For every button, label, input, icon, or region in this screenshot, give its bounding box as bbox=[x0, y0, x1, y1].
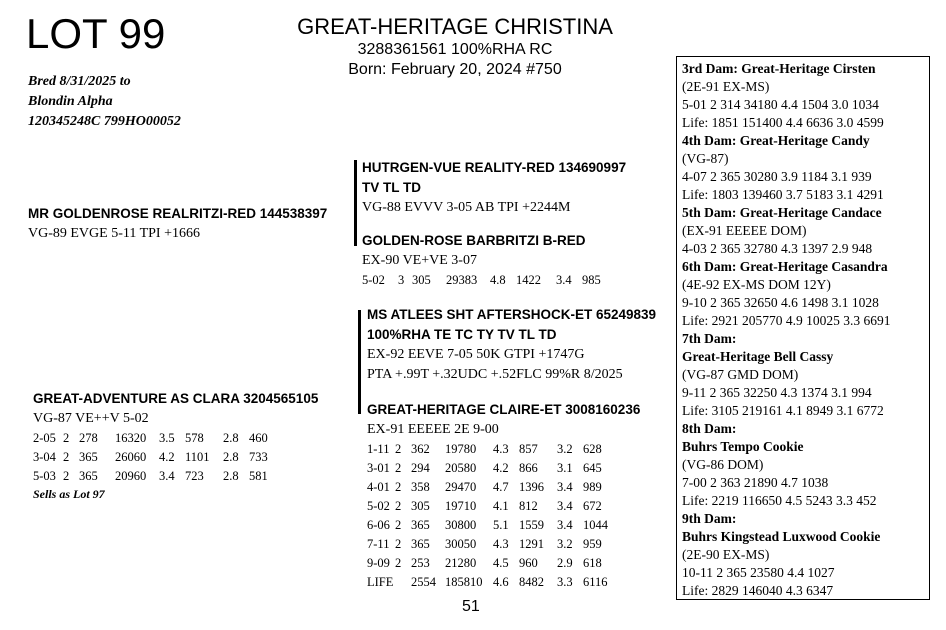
ancestor-dam-detail: Life: 2219 116650 4.5 5243 3.3 452 bbox=[682, 493, 877, 508]
dam-dam-record-cell: 4.5 bbox=[493, 556, 509, 570]
ancestor-dam-detail: (VG-87) bbox=[682, 151, 729, 166]
dam-dam-record-cell: 9-09 bbox=[367, 556, 390, 570]
bred-line-2: Blondin Alpha bbox=[28, 94, 113, 109]
ancestor-dams-box bbox=[676, 56, 930, 600]
sire-block bbox=[28, 204, 327, 244]
animal-birth: Born: February 20, 2024 #750 bbox=[348, 61, 562, 78]
dam-info: VG-87 VE++V 5-02 bbox=[33, 411, 149, 426]
ancestor-dam-detail: (VG-86 DOM) bbox=[682, 457, 764, 472]
dam-dam-record-cell: 989 bbox=[583, 480, 602, 494]
dam-dam-record-cell: 3.2 bbox=[557, 442, 573, 456]
dam-dam-record-cell: 365 bbox=[411, 537, 430, 551]
ancestor-dam-heading: 8th Dam: bbox=[682, 421, 737, 436]
dam-record-cell: 2.8 bbox=[223, 469, 239, 483]
dam-dam-record-cell: 2 bbox=[395, 537, 402, 551]
dam-record-cell: 4.2 bbox=[159, 450, 175, 464]
ancestor-dam-heading: 3rd Dam: Great-Heritage Cirsten bbox=[682, 61, 876, 76]
animal-header bbox=[260, 14, 650, 80]
dam-dam-record-cell: 4-01 bbox=[367, 480, 390, 494]
dam-sire-block bbox=[367, 305, 656, 385]
dam-record-cell: 733 bbox=[249, 450, 268, 464]
ancestor-dam-heading: Buhrs Tempo Cookie bbox=[682, 439, 804, 454]
dam-dam-record-cell: 959 bbox=[583, 537, 602, 551]
dam-dam-record-cell: 362 bbox=[411, 442, 430, 456]
dam-record-cell: 2.8 bbox=[223, 450, 239, 464]
ancestor-dam-heading: 4th Dam: Great-Heritage Candy bbox=[682, 133, 870, 148]
dam-dam-record-cell bbox=[395, 573, 411, 592]
dam-dam-record-cell: 2 bbox=[395, 442, 402, 456]
dam-record-cell: 2.8 bbox=[223, 431, 239, 445]
ancestor-dam-detail: Life: 2829 146040 4.3 6347 bbox=[682, 583, 834, 598]
dam-dam-record-cell: 2 bbox=[395, 480, 402, 494]
dam-note: Sells as Lot 97 bbox=[33, 487, 105, 501]
table-row bbox=[367, 554, 615, 573]
dam-dam-record-cell: 3.1 bbox=[557, 461, 573, 475]
ancestor-dam-detail: 9-11 2 365 32250 4.3 1374 3.1 994 bbox=[682, 385, 872, 400]
dam-record-cell: 2 bbox=[63, 469, 70, 483]
dam-sire-info-1: EX-92 EEVE 7-05 50K GTPI +1747G bbox=[367, 347, 585, 362]
dam-dam-record-cell: 2554 bbox=[411, 575, 436, 589]
dam-dam-record-cell: 2 bbox=[395, 556, 402, 570]
table-row bbox=[33, 448, 279, 467]
dam-dam-record-cell: 358 bbox=[411, 480, 430, 494]
sire-sire-block bbox=[362, 158, 626, 218]
ancestor-dam-heading: 7th Dam: bbox=[682, 331, 737, 346]
bred-line-1: Bred 8/31/2025 to bbox=[28, 74, 131, 89]
ancestor-dam-detail: (2E-91 EX-MS) bbox=[682, 79, 770, 94]
dam-dam-record-cell: 1396 bbox=[519, 480, 544, 494]
ancestor-dam-detail: Life: 3105 219161 4.1 8949 3.1 6772 bbox=[682, 403, 884, 418]
table-row bbox=[367, 440, 615, 459]
dam-dam-record-cell: 3.4 bbox=[557, 518, 573, 532]
dam-dam-record-cell: 6-06 bbox=[367, 518, 390, 532]
dam-dam-record-cell: LIFE bbox=[367, 575, 394, 589]
table-row bbox=[367, 516, 615, 535]
dam-dam-record-cell: 2 bbox=[395, 499, 402, 513]
ancestor-dam-detail: 5-01 2 314 34180 4.4 1504 3.0 1034 bbox=[682, 97, 879, 112]
dam-record-cell: 2 bbox=[63, 431, 70, 445]
dam-dam-record-cell: 960 bbox=[519, 556, 538, 570]
dam-dam-record-cell: 30800 bbox=[445, 518, 477, 532]
dam-dam-record-cell: 8482 bbox=[519, 575, 544, 589]
table-row bbox=[367, 535, 615, 554]
ancestor-dam-detail: 9-10 2 365 32650 4.6 1498 3.1 1028 bbox=[682, 295, 879, 310]
dam-dam-record-cell: 4.3 bbox=[493, 442, 509, 456]
dam-record-cell: 2 bbox=[63, 450, 70, 464]
dam-record-cell: 1101 bbox=[185, 450, 210, 464]
dam-record-cell: 578 bbox=[185, 431, 204, 445]
dam-dam-record-cell: 866 bbox=[519, 461, 538, 475]
dam-sire-name: MS ATLEES SHT AFTERSHOCK-ET 65249839 bbox=[367, 307, 657, 322]
sire-sire-name: HUTRGEN-VUE REALITY-RED 134690997 bbox=[362, 160, 627, 175]
ancestor-dam-heading: 6th Dam: Great-Heritage Casandra bbox=[682, 259, 888, 274]
dam-dam-record-cell: 185810 bbox=[445, 575, 483, 589]
dam-record-cell: 5-03 bbox=[33, 469, 56, 483]
pedigree-bracket-dam bbox=[358, 310, 361, 414]
dam-record-cell: 3.4 bbox=[159, 469, 175, 483]
dam-dam-record-cell: 2 bbox=[395, 461, 402, 475]
dam-dam-record-cell: 1291 bbox=[519, 537, 544, 551]
dam-dam-record-cell: 19780 bbox=[445, 442, 477, 456]
dam-dam-record-cell: 672 bbox=[583, 499, 602, 513]
dam-dam-record-cell: 4.1 bbox=[493, 499, 509, 513]
dam-dam-record-cell: 4.6 bbox=[493, 575, 509, 589]
dam-dam-records bbox=[367, 440, 615, 592]
dam-record-cell: 2-05 bbox=[33, 431, 56, 445]
dam-dam-record-cell: 305 bbox=[411, 499, 430, 513]
table-row bbox=[33, 467, 279, 486]
dam-dam-record-cell: 645 bbox=[583, 461, 602, 475]
ancestor-dam-detail: (2E-90 EX-MS) bbox=[682, 547, 770, 562]
sire-dam-block bbox=[362, 231, 612, 290]
dam-dam-record-cell: 3.4 bbox=[557, 499, 573, 513]
dam-record-cell: 365 bbox=[79, 469, 98, 483]
ancestor-dam-heading: Great-Heritage Bell Cassy bbox=[682, 349, 834, 364]
page-number: 51 bbox=[462, 598, 480, 615]
ancestor-dam-detail: 4-07 2 365 30280 3.9 1184 3.1 939 bbox=[682, 169, 872, 184]
sire-dam-record bbox=[362, 271, 612, 290]
dam-dam-record-cell: 2.9 bbox=[557, 556, 573, 570]
ancestor-dam-detail: Life: 1803 139460 3.7 5183 3.1 4291 bbox=[682, 187, 884, 202]
dam-dam-record-cell: 253 bbox=[411, 556, 430, 570]
dam-dam-record-cell: 30050 bbox=[445, 537, 477, 551]
dam-dam-record-cell: 1559 bbox=[519, 518, 544, 532]
dam-block bbox=[33, 389, 318, 502]
sire-sire-codes: TV TL TD bbox=[362, 180, 421, 195]
dam-dam-record-cell: 5.1 bbox=[493, 518, 509, 532]
table-row bbox=[33, 429, 279, 448]
dam-sire-info-2: PTA +.99T +.32UDC +.52FLC 99%R 8/2025 bbox=[367, 367, 623, 382]
sire-name: MR GOLDENROSE REALRITZI-RED 144538397 bbox=[28, 206, 328, 221]
dam-dam-block bbox=[367, 400, 640, 592]
sire-dam-record-cell: 29383 bbox=[446, 273, 478, 287]
dam-sire-codes: 100%RHA TE TC TY TV TL TD bbox=[367, 327, 557, 342]
sire-dam-record-cell: 985 bbox=[582, 273, 601, 287]
dam-name: GREAT-ADVENTURE AS CLARA 3204565105 bbox=[33, 391, 319, 406]
sire-info: VG-89 EVGE 5-11 TPI +1666 bbox=[28, 226, 200, 241]
ancestor-dam-detail: 7-00 2 363 21890 4.7 1038 bbox=[682, 475, 829, 490]
bred-info bbox=[28, 72, 181, 132]
dam-record-cell: 26060 bbox=[115, 450, 147, 464]
dam-dam-record-cell: 812 bbox=[519, 499, 538, 513]
sire-dam-record-cell: 3 bbox=[398, 273, 405, 287]
dam-dam-record-cell: 3.2 bbox=[557, 537, 573, 551]
ancestor-dam-detail: (4E-92 EX-MS DOM 12Y) bbox=[682, 277, 831, 292]
animal-registration: 3288361561 100%RHA RC bbox=[357, 41, 553, 58]
ancestor-dam-detail: (VG-87 GMD DOM) bbox=[682, 367, 799, 382]
ancestor-dam-heading: Buhrs Kingstead Luxwood Cookie bbox=[682, 529, 881, 544]
dam-dam-record-cell: 7-11 bbox=[367, 537, 390, 551]
ancestor-dam-heading: 5th Dam: Great-Heritage Candace bbox=[682, 205, 882, 220]
sire-dam-name: GOLDEN-ROSE BARBRITZI B-RED bbox=[362, 233, 586, 248]
dam-dam-record-cell: 5-02 bbox=[367, 499, 390, 513]
dam-dam-record-cell: 19710 bbox=[445, 499, 477, 513]
dam-record-cell: 16320 bbox=[115, 431, 147, 445]
dam-dam-record-cell: 3.3 bbox=[557, 575, 573, 589]
dam-dam-record-cell: 618 bbox=[583, 556, 602, 570]
dam-dam-info: EX-91 EEEEE 2E 9-00 bbox=[367, 422, 499, 437]
dam-record-cell: 460 bbox=[249, 431, 268, 445]
dam-dam-record-cell: 365 bbox=[411, 518, 430, 532]
table-row bbox=[367, 478, 615, 497]
dam-dam-record-cell: 21280 bbox=[445, 556, 477, 570]
table-row bbox=[367, 459, 615, 478]
table-row bbox=[367, 573, 615, 592]
dam-dam-record-cell: 29470 bbox=[445, 480, 477, 494]
dam-record-cell: 3-04 bbox=[33, 450, 56, 464]
dam-dam-record-cell: 20580 bbox=[445, 461, 477, 475]
ancestor-dam-detail: 4-03 2 365 32780 4.3 1397 2.9 948 bbox=[682, 241, 873, 256]
dam-dam-record-cell: 4.2 bbox=[493, 461, 509, 475]
ancestor-dam-detail: Life: 2921 205770 4.9 10025 3.3 6691 bbox=[682, 313, 891, 328]
pedigree-bracket-sire bbox=[354, 160, 357, 246]
ancestor-dam-detail: Life: 1851 151400 4.4 6636 3.0 4599 bbox=[682, 115, 884, 130]
dam-record-cell: 723 bbox=[185, 469, 204, 483]
dam-dam-record-cell: 2 bbox=[395, 518, 402, 532]
sire-dam-record-cell: 1422 bbox=[516, 273, 541, 287]
dam-record-cell: 365 bbox=[79, 450, 98, 464]
dam-records bbox=[33, 429, 279, 486]
dam-dam-record-cell: 4.7 bbox=[493, 480, 509, 494]
sire-sire-info: VG-88 EVVV 3-05 AB TPI +2244M bbox=[362, 200, 571, 215]
bred-line-3: 120345248C 799HO00052 bbox=[28, 114, 181, 129]
dam-dam-record-cell: 294 bbox=[411, 461, 430, 475]
dam-dam-name: GREAT-HERITAGE CLAIRE-ET 3008160236 bbox=[367, 402, 641, 417]
sire-dam-record-cell: 4.8 bbox=[490, 273, 506, 287]
dam-record-cell: 278 bbox=[79, 431, 98, 445]
sire-dam-record-cell: 305 bbox=[412, 273, 431, 287]
sire-dam-record-cell: 5-02 bbox=[362, 273, 385, 287]
table-row bbox=[367, 497, 615, 516]
sire-dam-record-cell: 3.4 bbox=[556, 273, 572, 287]
dam-dam-record-cell: 628 bbox=[583, 442, 602, 456]
lot-number: LOT 99 bbox=[26, 10, 166, 57]
dam-record-cell: 581 bbox=[249, 469, 268, 483]
ancestor-dam-detail: 10-11 2 365 23580 4.4 1027 bbox=[682, 565, 835, 580]
dam-record-cell: 3.5 bbox=[159, 431, 175, 445]
dam-dam-record-cell: 1-11 bbox=[367, 442, 390, 456]
sire-dam-info: EX-90 VE+VE 3-07 bbox=[362, 253, 477, 268]
ancestor-dam-detail: (EX-91 EEEEE DOM) bbox=[682, 223, 807, 238]
dam-dam-record-cell: 3.4 bbox=[557, 480, 573, 494]
ancestor-dam-heading: 9th Dam: bbox=[682, 511, 737, 526]
dam-dam-record-cell: 4.3 bbox=[493, 537, 509, 551]
dam-dam-record-cell: 1044 bbox=[583, 518, 608, 532]
dam-record-cell: 20960 bbox=[115, 469, 147, 483]
dam-dam-record-cell: 3-01 bbox=[367, 461, 390, 475]
animal-name: GREAT-HERITAGE CHRISTINA bbox=[297, 14, 613, 39]
dam-dam-record-cell: 857 bbox=[519, 442, 538, 456]
dam-dam-record-cell: 6116 bbox=[583, 575, 608, 589]
